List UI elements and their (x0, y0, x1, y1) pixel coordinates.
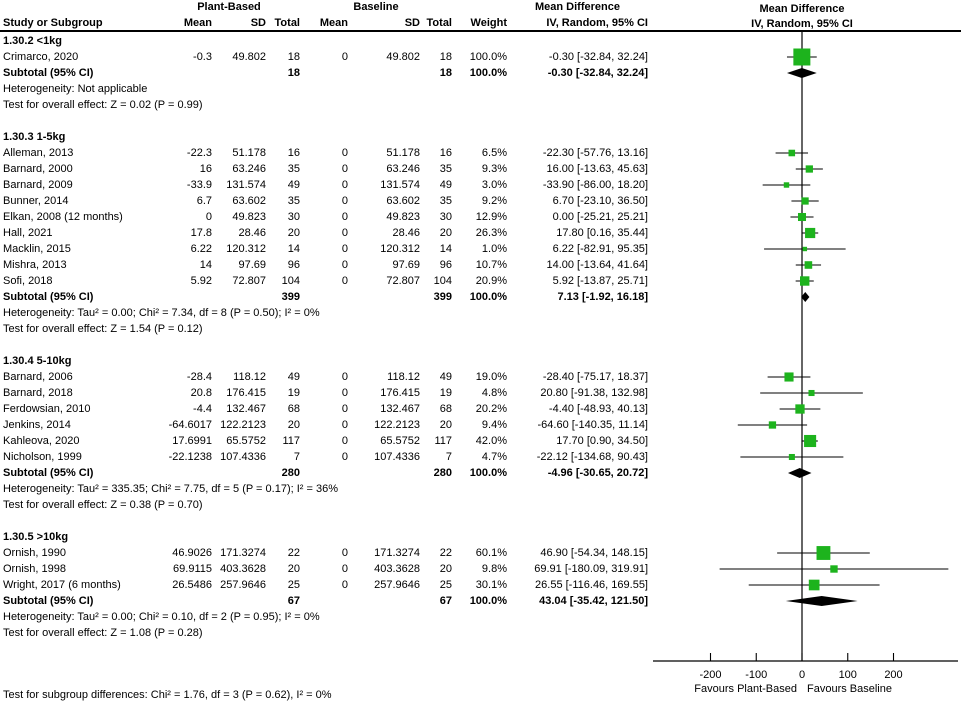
table-cell: 118.12 (233, 371, 266, 383)
subgroup-label: 1.30.2 <1kg (3, 35, 63, 47)
table-cell: 122.2123 (220, 419, 266, 431)
forest-plot-graph (650, 0, 961, 704)
table-cell: -64.6017 (168, 419, 212, 431)
table-cell: 6.7 (196, 195, 212, 207)
effect-marker (789, 454, 795, 460)
heterogeneity-note: Heterogeneity: Not applicable (3, 83, 148, 95)
table-cell: 20.80 [-91.38, 132.98] (540, 387, 648, 399)
subtotal-diamond (788, 468, 812, 478)
table-cell: 65.5752 (226, 435, 266, 447)
table-cell: 403.3628 (374, 563, 420, 575)
plot-effect-header: Mean Difference (759, 3, 845, 15)
subtotal-total-treatment: 280 (281, 467, 300, 479)
table-cell: -64.60 [-140.35, 11.14] (537, 419, 648, 431)
table-cell: 60.1% (475, 547, 507, 559)
table-cell: 0 (341, 579, 348, 591)
table-cell: 0 (341, 179, 348, 191)
study-row (0, 545, 648, 561)
favours-left-label: Favours Plant-Based (694, 683, 797, 695)
study-row (0, 145, 648, 161)
table-cell: 104 (433, 275, 452, 287)
table-cell: 19 (287, 387, 300, 399)
study-row (0, 241, 648, 257)
treatment-group-header: Plant-Based (197, 1, 261, 13)
study-row (0, 577, 648, 593)
table-cell: 0 (341, 387, 348, 399)
table-cell: 96 (439, 259, 452, 271)
subtotal-ci: 7.13 [-1.92, 16.18] (557, 291, 648, 303)
heterogeneity-note: Heterogeneity: Tau² = 335.35; Chi² = 7.75, df = 5 (P = 0.17); I² = 36% (3, 483, 338, 495)
study-name: Kahleova, 2020 (3, 435, 80, 447)
table-cell: 100.0% (469, 51, 507, 63)
table-cell: -0.3 (193, 51, 212, 63)
study-name: Ornish, 1998 (3, 563, 66, 575)
study-row (0, 193, 648, 209)
study-row (0, 209, 648, 225)
column-header-sd-treatment: SD (250, 17, 266, 29)
table-cell: 171.3274 (220, 547, 266, 559)
table-cell: -28.40 [-75.17, 18.37] (542, 371, 648, 383)
table-cell: 117 (282, 435, 300, 447)
table-cell: 0 (341, 547, 348, 559)
table-cell: 19.0% (475, 371, 507, 383)
effect-marker (789, 150, 796, 157)
axis-tick-label: 0 (798, 669, 806, 681)
table-cell: 20.2% (475, 403, 507, 415)
table-cell: 1.0% (481, 243, 507, 255)
table-cell: 132.467 (226, 403, 266, 415)
table-cell: 69.9115 (173, 563, 212, 575)
table-cell: 22 (287, 547, 300, 559)
effect-marker (830, 565, 837, 572)
column-header-mean-treatment: Mean (183, 17, 212, 29)
table-cell: 9.4% (481, 419, 507, 431)
study-row (0, 257, 648, 273)
study-row (0, 449, 648, 465)
study-name: Bunner, 2014 (3, 195, 69, 207)
table-cell: 49 (439, 371, 452, 383)
table-cell: 68 (439, 403, 452, 415)
table-cell: 20 (287, 227, 300, 239)
column-header-total-control: Total (426, 17, 452, 29)
study-name: Barnard, 2009 (3, 179, 73, 191)
table-cell: 26.5486 (172, 579, 212, 591)
table-cell: -22.3 (186, 147, 212, 159)
table-cell: -4.4 (193, 403, 212, 415)
table-cell: 63.246 (386, 163, 420, 175)
column-header-row (0, 15, 648, 31)
table-cell: 17.80 [0.16, 35.44] (556, 227, 648, 239)
study-name: Barnard, 2018 (3, 387, 73, 399)
table-cell: 9.8% (481, 563, 507, 575)
subtotal-weight: 100.0% (469, 291, 507, 303)
effect-marker (809, 580, 820, 591)
table-cell: 72.807 (232, 275, 266, 287)
table-cell: 16 (439, 147, 452, 159)
table-cell: 22 (439, 547, 452, 559)
effect-column-header: Mean Difference (535, 1, 620, 13)
table-cell: -4.40 [-48.93, 40.13] (548, 403, 648, 415)
table-cell: 9.3% (481, 163, 507, 175)
effect-marker (804, 435, 816, 447)
subtotal-label: Subtotal (95% CI) (3, 467, 94, 479)
subtotal-label: Subtotal (95% CI) (3, 67, 94, 79)
overall-effect-note: Test for overall effect: Z = 0.02 (P = 0.99) (3, 99, 203, 111)
table-cell: 14 (287, 243, 300, 255)
heterogeneity-note: Heterogeneity: Tau² = 0.00; Chi² = 7.34, df = 8 (P = 0.50); I² = 0% (3, 307, 320, 319)
table-cell: 7 (293, 451, 300, 463)
table-cell: 20.9% (475, 275, 507, 287)
table-cell: 72.807 (386, 275, 420, 287)
subtotal-row (0, 65, 648, 81)
plot-model-header: IV, Random, 95% CI (751, 18, 853, 30)
subtotal-weight: 100.0% (469, 67, 507, 79)
table-cell: 28.46 (238, 227, 266, 239)
axis-tick-label: 200 (884, 669, 903, 681)
table-cell: 104 (281, 275, 300, 287)
subtotal-total-control: 18 (439, 67, 452, 79)
subtotal-diamond (787, 68, 817, 78)
table-cell: 14.00 [-13.64, 41.64] (546, 259, 648, 271)
column-header-mean-control: Mean (319, 17, 348, 29)
subtotal-row (0, 465, 648, 481)
effect-marker (784, 372, 793, 381)
table-cell: 6.5% (481, 147, 507, 159)
study-row (0, 401, 648, 417)
table-cell: 10.7% (475, 259, 507, 271)
table-cell: 65.5752 (380, 435, 420, 447)
table-cell: 20 (287, 563, 300, 575)
study-name: Nicholson, 1999 (3, 451, 82, 463)
table-cell: 257.9646 (374, 579, 420, 591)
table-cell: 131.574 (226, 179, 266, 191)
table-cell: 14 (199, 259, 212, 271)
effect-marker (805, 261, 813, 269)
axis-tick-label: -200 (699, 669, 722, 681)
effect-marker (817, 546, 831, 560)
table-cell: 176.415 (226, 387, 266, 399)
table-cell: 35 (439, 195, 452, 207)
table-cell: 107.4336 (374, 451, 420, 463)
study-name: Sofi, 2018 (3, 275, 53, 287)
table-cell: 117 (434, 435, 452, 447)
table-cell: 17.8 (190, 227, 212, 239)
table-cell: 26.55 [-116.46, 169.55] (535, 579, 648, 591)
table-cell: 122.2123 (374, 419, 420, 431)
table-cell: 5.92 [-13.87, 25.71] (552, 275, 648, 287)
table-cell: 0 (341, 259, 348, 271)
table-cell: 4.8% (481, 387, 507, 399)
table-cell: 0 (341, 275, 348, 287)
table-cell: 0 (341, 227, 348, 239)
study-name: Mishra, 2013 (3, 259, 67, 271)
table-cell: -22.1238 (168, 451, 212, 463)
study-name: Jenkins, 2014 (3, 419, 71, 431)
table-cell: 25 (287, 579, 300, 591)
table-cell: 0 (341, 195, 348, 207)
heterogeneity-note: Heterogeneity: Tau² = 0.00; Chi² = 0.10, df = 2 (P = 0.95); I² = 0% (3, 611, 320, 623)
table-cell: 49.823 (232, 211, 266, 223)
study-name: Ornish, 1990 (3, 547, 66, 559)
effect-marker (803, 247, 807, 251)
study-name: Barnard, 2000 (3, 163, 73, 175)
table-cell: 0 (341, 147, 348, 159)
study-name: Ferdowsian, 2010 (3, 403, 91, 415)
subtotal-diamond (786, 596, 858, 606)
study-row (0, 433, 648, 449)
axis-tick-label: 100 (838, 669, 857, 681)
table-cell: 63.602 (386, 195, 420, 207)
study-row (0, 49, 648, 65)
table-cell: -22.12 [-134.68, 90.43] (536, 451, 648, 463)
subtotal-label: Subtotal (95% CI) (3, 291, 94, 303)
table-cell: 18 (439, 51, 452, 63)
study-name: Alleman, 2013 (3, 147, 74, 159)
overall-effect-note: Test for overall effect: Z = 0.38 (P = 0.70) (3, 499, 203, 511)
subtotal-row (0, 593, 648, 609)
study-name: Macklin, 2015 (3, 243, 71, 255)
column-header-total-treatment: Total (274, 17, 300, 29)
effect-marker (784, 182, 789, 187)
table-cell: 17.6991 (172, 435, 212, 447)
table-cell: 42.0% (475, 435, 507, 447)
table-cell: -0.30 [-32.84, 32.24] (548, 51, 648, 63)
table-cell: 16 (199, 163, 212, 175)
control-group-header: Baseline (353, 1, 399, 13)
subtotal-weight: 100.0% (469, 595, 507, 607)
study-name: Wright, 2017 (6 months) (3, 579, 121, 591)
table-cell: 35 (287, 163, 300, 175)
table-cell: 0 (341, 563, 348, 575)
table-cell: 20 (287, 419, 300, 431)
study-row (0, 273, 648, 289)
effect-marker (806, 165, 813, 172)
table-cell: 3.0% (481, 179, 507, 191)
table-cell: 51.178 (232, 147, 266, 159)
table-cell: 16 (287, 147, 300, 159)
table-cell: 120.312 (380, 243, 420, 255)
effect-marker (769, 421, 776, 428)
table-cell: 49.802 (386, 51, 420, 63)
study-row (0, 225, 648, 241)
table-cell: 0 (341, 163, 348, 175)
effect-marker (800, 276, 809, 285)
table-cell: 0 (341, 211, 348, 223)
table-cell: 6.22 (190, 243, 212, 255)
table-cell: 0.00 [-25.21, 25.21] (552, 211, 648, 223)
table-cell: 0 (341, 403, 348, 415)
table-cell: 176.415 (380, 387, 420, 399)
table-cell: 118.12 (387, 371, 420, 383)
table-cell: 7 (445, 451, 452, 463)
study-name: Barnard, 2006 (3, 371, 73, 383)
table-cell: 20 (439, 227, 452, 239)
table-cell: 0 (205, 211, 212, 223)
subtotal-total-treatment: 67 (287, 595, 300, 607)
table-cell: 63.602 (232, 195, 266, 207)
table-cell: 19 (439, 387, 452, 399)
table-cell: 171.3274 (374, 547, 420, 559)
table-cell: 97.69 (238, 259, 266, 271)
table-cell: -33.9 (186, 179, 212, 191)
table-cell: 20 (439, 563, 452, 575)
study-row (0, 177, 648, 193)
table-cell: 49.823 (386, 211, 420, 223)
subgroup-label: 1.30.4 5-10kg (3, 355, 72, 367)
table-cell: 0 (341, 451, 348, 463)
subgroup-label: 1.30.3 1-5kg (3, 131, 66, 143)
subtotal-row (0, 289, 648, 305)
study-name: Elkan, 2008 (12 months) (3, 211, 123, 223)
effect-marker (801, 197, 808, 204)
table-cell: 68 (287, 403, 300, 415)
table-cell: 14 (439, 243, 452, 255)
axis-tick-label: -100 (745, 669, 768, 681)
table-cell: 5.92 (190, 275, 212, 287)
table-cell: 20.8 (190, 387, 212, 399)
effect-marker (795, 404, 804, 413)
effect-marker (793, 49, 810, 66)
table-cell: 132.467 (380, 403, 420, 415)
table-cell: 30 (439, 211, 452, 223)
subtotal-total-control: 67 (439, 595, 452, 607)
table-cell: 51.178 (386, 147, 420, 159)
table-cell: 4.7% (481, 451, 507, 463)
table-cell: 97.69 (392, 259, 420, 271)
table-cell: 35 (287, 195, 300, 207)
overall-effect-note: Test for overall effect: Z = 1.08 (P = 0.28) (3, 627, 203, 639)
table-cell: 69.91 [-180.09, 319.91] (534, 563, 648, 575)
column-header-ci: IV, Random, 95% CI (546, 17, 648, 29)
study-row (0, 161, 648, 177)
table-cell: 17.70 [0.90, 34.50] (556, 435, 648, 447)
effect-marker (805, 228, 815, 238)
study-row (0, 369, 648, 385)
table-cell: 0 (341, 419, 348, 431)
subtotal-weight: 100.0% (469, 467, 507, 479)
table-cell: 49.802 (232, 51, 266, 63)
table-cell: 0 (341, 243, 348, 255)
table-cell: -22.30 [-57.76, 13.16] (542, 147, 648, 159)
favours-right-label: Favours Baseline (807, 683, 892, 695)
table-cell: 16.00 [-13.63, 45.63] (546, 163, 648, 175)
study-row (0, 385, 648, 401)
subtotal-total-treatment: 399 (281, 291, 300, 303)
study-name: Crimarco, 2020 (3, 51, 79, 63)
table-cell: 46.90 [-54.34, 148.15] (540, 547, 648, 559)
table-cell: 20 (439, 419, 452, 431)
table-cell: 28.46 (392, 227, 420, 239)
table-cell: 0 (341, 371, 348, 383)
effect-marker (808, 390, 814, 396)
table-cell: 30 (287, 211, 300, 223)
subgroup-label: 1.30.5 >10kg (3, 531, 69, 543)
table-cell: 30.1% (475, 579, 507, 591)
subgroup-test-footer: Test for subgroup differences: Chi² = 1.76, df = 3 (P = 0.62), I² = 0% (3, 689, 332, 701)
table-cell: 49 (287, 371, 300, 383)
table-cell: 0 (341, 51, 348, 63)
column-header-study: Study or Subgroup (3, 17, 103, 29)
subtotal-ci: 43.04 [-35.42, 121.50] (539, 595, 648, 607)
table-cell: 26.3% (475, 227, 507, 239)
table-cell: 96 (287, 259, 300, 271)
table-cell: 0 (341, 435, 348, 447)
study-row (0, 561, 648, 577)
subtotal-total-control: 280 (433, 467, 452, 479)
table-cell: 46.9026 (172, 547, 212, 559)
table-cell: 9.2% (481, 195, 507, 207)
subtotal-total-treatment: 18 (287, 67, 300, 79)
table-cell: 257.9646 (220, 579, 266, 591)
table-cell: 18 (287, 51, 300, 63)
column-header-sd-control: SD (404, 17, 420, 29)
subtotal-ci: -0.30 [-32.84, 32.24] (547, 67, 648, 79)
table-cell: 107.4336 (220, 451, 266, 463)
table-cell: 35 (439, 163, 452, 175)
table-cell: -33.90 [-86.00, 18.20] (542, 179, 648, 191)
study-row (0, 417, 648, 433)
subtotal-ci: -4.96 [-30.65, 20.72] (547, 467, 648, 479)
subtotal-total-control: 399 (433, 291, 452, 303)
table-cell: 25 (439, 579, 452, 591)
study-name: Hall, 2021 (3, 227, 53, 239)
subtotal-label: Subtotal (95% CI) (3, 595, 94, 607)
overall-effect-note: Test for overall effect: Z = 1.54 (P = 0.12) (3, 323, 203, 335)
column-header-weight: Weight (470, 17, 507, 29)
table-cell: 12.9% (475, 211, 507, 223)
table-cell: 403.3628 (220, 563, 266, 575)
table-cell: 6.22 [-82.91, 95.35] (552, 243, 648, 255)
table-cell: 49 (439, 179, 452, 191)
table-cell: 120.312 (226, 243, 266, 255)
table-cell: 6.70 [-23.10, 36.50] (552, 195, 648, 207)
table-cell: 131.574 (380, 179, 420, 191)
table-cell: 49 (287, 179, 300, 191)
table-cell: -28.4 (186, 371, 212, 383)
table-cell: 63.246 (232, 163, 266, 175)
effect-marker (798, 213, 806, 221)
